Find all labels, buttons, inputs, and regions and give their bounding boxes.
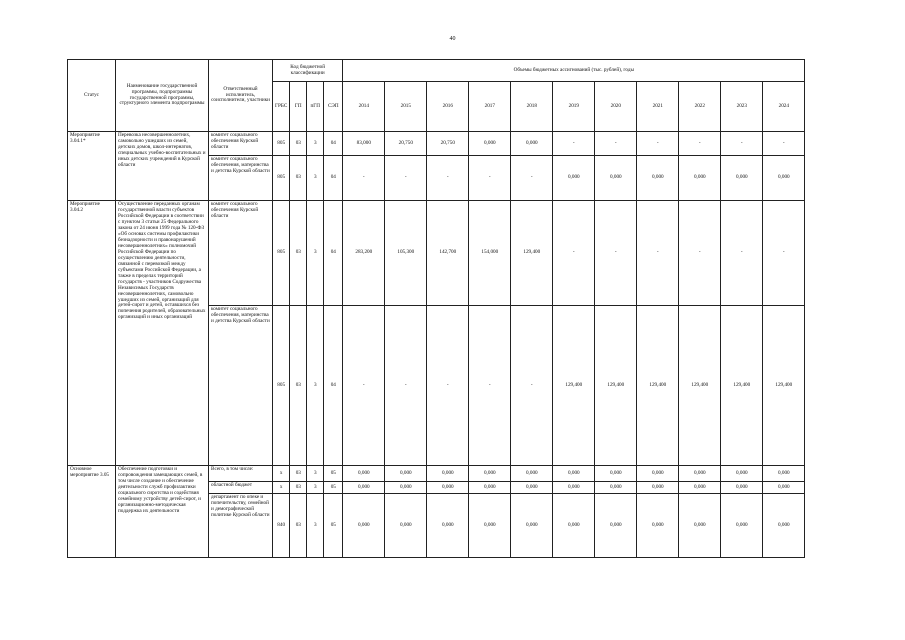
value-cell: - bbox=[343, 156, 385, 201]
value-cell: 0,000 bbox=[385, 482, 427, 494]
row-name: Осуществление переданных органам государственной власти субъектов Российской Федерации в соответствии с пунктом 3 статьи 25 Федерального закона от 24 июня 1999 года № 120-ФЗ «Об основах системы профилактики безнадзорности и правонарушений несовершеннолетних» полномочий Российской Федерации по осуществлению деятельности, связанной с перевозкой между субъектами Российской Федерации, а также в пределах территорий государств - участников Содружества Независимых Государств несовершеннолетних, самовольно ушедших из семей, организаций для детей-сирот и детей, оставшихся без попечения родителей, образовательных организаций и иных организаций bbox=[116, 201, 209, 466]
value-cell: 0,000 bbox=[595, 494, 637, 558]
value-cell: - bbox=[511, 306, 553, 466]
value-cell: - bbox=[385, 156, 427, 201]
value-cell: 0,000 bbox=[385, 494, 427, 558]
value-cell: 0,000 bbox=[427, 466, 469, 482]
code-cell: 3 bbox=[307, 201, 324, 306]
value-cell: - bbox=[679, 201, 721, 306]
value-cell: - bbox=[553, 132, 595, 156]
code-cell: 840 bbox=[273, 494, 290, 558]
value-cell: 0,000 bbox=[511, 466, 553, 482]
value-cell: 0,000 bbox=[679, 466, 721, 482]
budget-table bbox=[67, 59, 805, 558]
value-cell: 0,000 bbox=[595, 466, 637, 482]
value-cell: - bbox=[595, 132, 637, 156]
value-cell: - bbox=[511, 156, 553, 201]
value-cell: 142,700 bbox=[427, 201, 469, 306]
code-cell: 04 bbox=[324, 201, 343, 306]
header-year: 2015 bbox=[385, 82, 427, 132]
code-cell: 05 bbox=[324, 466, 343, 482]
value-cell: 0,000 bbox=[469, 132, 511, 156]
code-cell: 805 bbox=[273, 132, 290, 156]
code-cell: 805 bbox=[273, 156, 290, 201]
value-cell: 0,000 bbox=[637, 482, 679, 494]
value-cell: 154,000 bbox=[469, 201, 511, 306]
code-cell: 805 bbox=[273, 201, 290, 306]
value-cell: 0,000 bbox=[469, 466, 511, 482]
value-cell: - bbox=[637, 201, 679, 306]
value-cell: - bbox=[553, 201, 595, 306]
value-cell: - bbox=[595, 201, 637, 306]
value-cell: 0,000 bbox=[427, 494, 469, 558]
header-code-group: Код бюджетной классификации bbox=[273, 60, 343, 82]
value-cell: 0,000 bbox=[469, 482, 511, 494]
row-executor: комитет социального обеспечения, материнства и детства Курской области bbox=[209, 156, 273, 201]
code-cell: 04 bbox=[324, 132, 343, 156]
value-cell: 0,000 bbox=[385, 466, 427, 482]
code-cell: 03 bbox=[290, 306, 307, 466]
header-year: 2021 bbox=[637, 82, 679, 132]
header-year: 2020 bbox=[595, 82, 637, 132]
code-cell: 3 bbox=[307, 306, 324, 466]
code-cell: 3 bbox=[307, 494, 324, 558]
row-executor: департамент по опеке и попечительству, семейной и демографической политике Курской области bbox=[209, 494, 273, 558]
table-row bbox=[68, 466, 805, 482]
value-cell: 129,400 bbox=[679, 306, 721, 466]
row-executor: Всего, в том числе: bbox=[209, 466, 273, 482]
value-cell: 0,000 bbox=[637, 466, 679, 482]
value-cell: - bbox=[721, 201, 763, 306]
value-cell: - bbox=[721, 132, 763, 156]
header-year: 2022 bbox=[679, 82, 721, 132]
row-status: Мероприятие 3.04.1* bbox=[68, 132, 116, 201]
code-cell: 03 bbox=[290, 466, 307, 482]
value-cell: 0,000 bbox=[553, 482, 595, 494]
value-cell: 283,200 bbox=[343, 201, 385, 306]
header-code-gp: ГП bbox=[290, 82, 307, 132]
value-cell: 129,400 bbox=[595, 306, 637, 466]
code-cell: 03 bbox=[290, 201, 307, 306]
value-cell: - bbox=[469, 156, 511, 201]
value-cell: 0,000 bbox=[343, 482, 385, 494]
header-year: 2018 bbox=[511, 82, 553, 132]
value-cell: - bbox=[763, 132, 805, 156]
code-cell: x bbox=[273, 482, 290, 494]
value-cell: 0,000 bbox=[511, 132, 553, 156]
header-year: 2017 bbox=[469, 82, 511, 132]
row-name: Обеспечение подготовки и сопровождения замещающих семей, в том числе создание и обеспечение деятельности служб профилактики социального сиротства и содействия семейному устройству детей-сирот, и организационно-методическая поддержка их деятельности bbox=[116, 466, 209, 558]
value-cell: 0,000 bbox=[511, 494, 553, 558]
value-cell: 0,000 bbox=[511, 482, 553, 494]
value-cell: 83,000 bbox=[343, 132, 385, 156]
table-row bbox=[68, 132, 805, 156]
value-cell: - bbox=[427, 306, 469, 466]
header-year: 2016 bbox=[427, 82, 469, 132]
header-code-sep: СЭП bbox=[324, 82, 343, 132]
value-cell: 0,000 bbox=[721, 494, 763, 558]
value-cell: 0,000 bbox=[721, 466, 763, 482]
value-cell: 0,000 bbox=[679, 494, 721, 558]
value-cell: 0,000 bbox=[637, 494, 679, 558]
code-cell: 05 bbox=[324, 482, 343, 494]
header-executor: Ответственный исполнитель, соисполнители, участники bbox=[209, 60, 273, 132]
value-cell: - bbox=[385, 306, 427, 466]
header-year: 2024 bbox=[763, 82, 805, 132]
value-cell: 105,300 bbox=[385, 201, 427, 306]
value-cell: 20,750 bbox=[427, 132, 469, 156]
value-cell: 0,000 bbox=[553, 156, 595, 201]
value-cell: 0,000 bbox=[343, 466, 385, 482]
value-cell: 0,000 bbox=[721, 156, 763, 201]
value-cell: 129,400 bbox=[511, 201, 553, 306]
code-cell: 04 bbox=[324, 306, 343, 466]
value-cell: 0,000 bbox=[763, 466, 805, 482]
header-status: Статус bbox=[68, 60, 116, 132]
row-executor: комитет социального обеспечения Курской области bbox=[209, 132, 273, 156]
row-name: Перевозка несовершеннолетних, самовольно ушедших из семей, детских домов, школ-интернатов, специальных учебно-воспитательных и иных детских учреждений в Курской области bbox=[116, 132, 209, 201]
value-cell: 0,000 bbox=[637, 156, 679, 201]
header-budget-group: Объемы бюджетных ассигнований (тыс. рублей), годы bbox=[343, 60, 805, 82]
value-cell: 0,000 bbox=[679, 156, 721, 201]
header-year: 2023 bbox=[721, 82, 763, 132]
value-cell: 0,000 bbox=[343, 494, 385, 558]
code-cell: 03 bbox=[290, 482, 307, 494]
row-executor: комитет социального обеспечения, материнства и детства Курской области bbox=[209, 306, 273, 466]
code-cell: 3 bbox=[307, 482, 324, 494]
code-cell: 03 bbox=[290, 156, 307, 201]
header-name: Наименование государственной программы, подпрограммы государственной программы, структурного элемента подпрограммы bbox=[116, 60, 209, 132]
header-code-pgp: пГП bbox=[307, 82, 324, 132]
value-cell: 129,400 bbox=[637, 306, 679, 466]
value-cell: 0,000 bbox=[553, 466, 595, 482]
value-cell: 0,000 bbox=[679, 482, 721, 494]
value-cell: - bbox=[469, 306, 511, 466]
value-cell: - bbox=[679, 132, 721, 156]
value-cell: 129,400 bbox=[553, 306, 595, 466]
header-year: 2014 bbox=[343, 82, 385, 132]
row-status: Мероприятие 3.04.2 bbox=[68, 201, 116, 466]
value-cell: 129,400 bbox=[763, 306, 805, 466]
code-cell: 3 bbox=[307, 466, 324, 482]
value-cell: 20,750 bbox=[385, 132, 427, 156]
code-cell: 805 bbox=[273, 306, 290, 466]
value-cell: 0,000 bbox=[763, 156, 805, 201]
code-cell: 3 bbox=[307, 156, 324, 201]
value-cell: 0,000 bbox=[427, 482, 469, 494]
code-cell: 03 bbox=[290, 494, 307, 558]
code-cell: 05 bbox=[324, 494, 343, 558]
row-executor: областной бюджет bbox=[209, 482, 273, 494]
value-cell: 0,000 bbox=[763, 494, 805, 558]
page-number: 40 bbox=[449, 36, 456, 42]
header-code-grbs: ГРБС bbox=[273, 82, 290, 132]
value-cell: - bbox=[343, 306, 385, 466]
value-cell: - bbox=[427, 156, 469, 201]
code-cell: x bbox=[273, 466, 290, 482]
row-executor: комитет социального обеспечения Курской области bbox=[209, 201, 273, 306]
value-cell: 0,000 bbox=[595, 156, 637, 201]
code-cell: 03 bbox=[290, 132, 307, 156]
value-cell: - bbox=[637, 132, 679, 156]
value-cell: 0,000 bbox=[595, 482, 637, 494]
code-cell: 3 bbox=[307, 132, 324, 156]
value-cell: 0,000 bbox=[553, 494, 595, 558]
row-status: Основное мероприятие 3.05 bbox=[68, 466, 116, 558]
value-cell: 129,400 bbox=[721, 306, 763, 466]
code-cell: 04 bbox=[324, 156, 343, 201]
value-cell: - bbox=[763, 201, 805, 306]
value-cell: 0,000 bbox=[763, 482, 805, 494]
value-cell: 0,000 bbox=[469, 494, 511, 558]
table-row bbox=[68, 201, 805, 306]
header-year: 2019 bbox=[553, 82, 595, 132]
value-cell: 0,000 bbox=[721, 482, 763, 494]
